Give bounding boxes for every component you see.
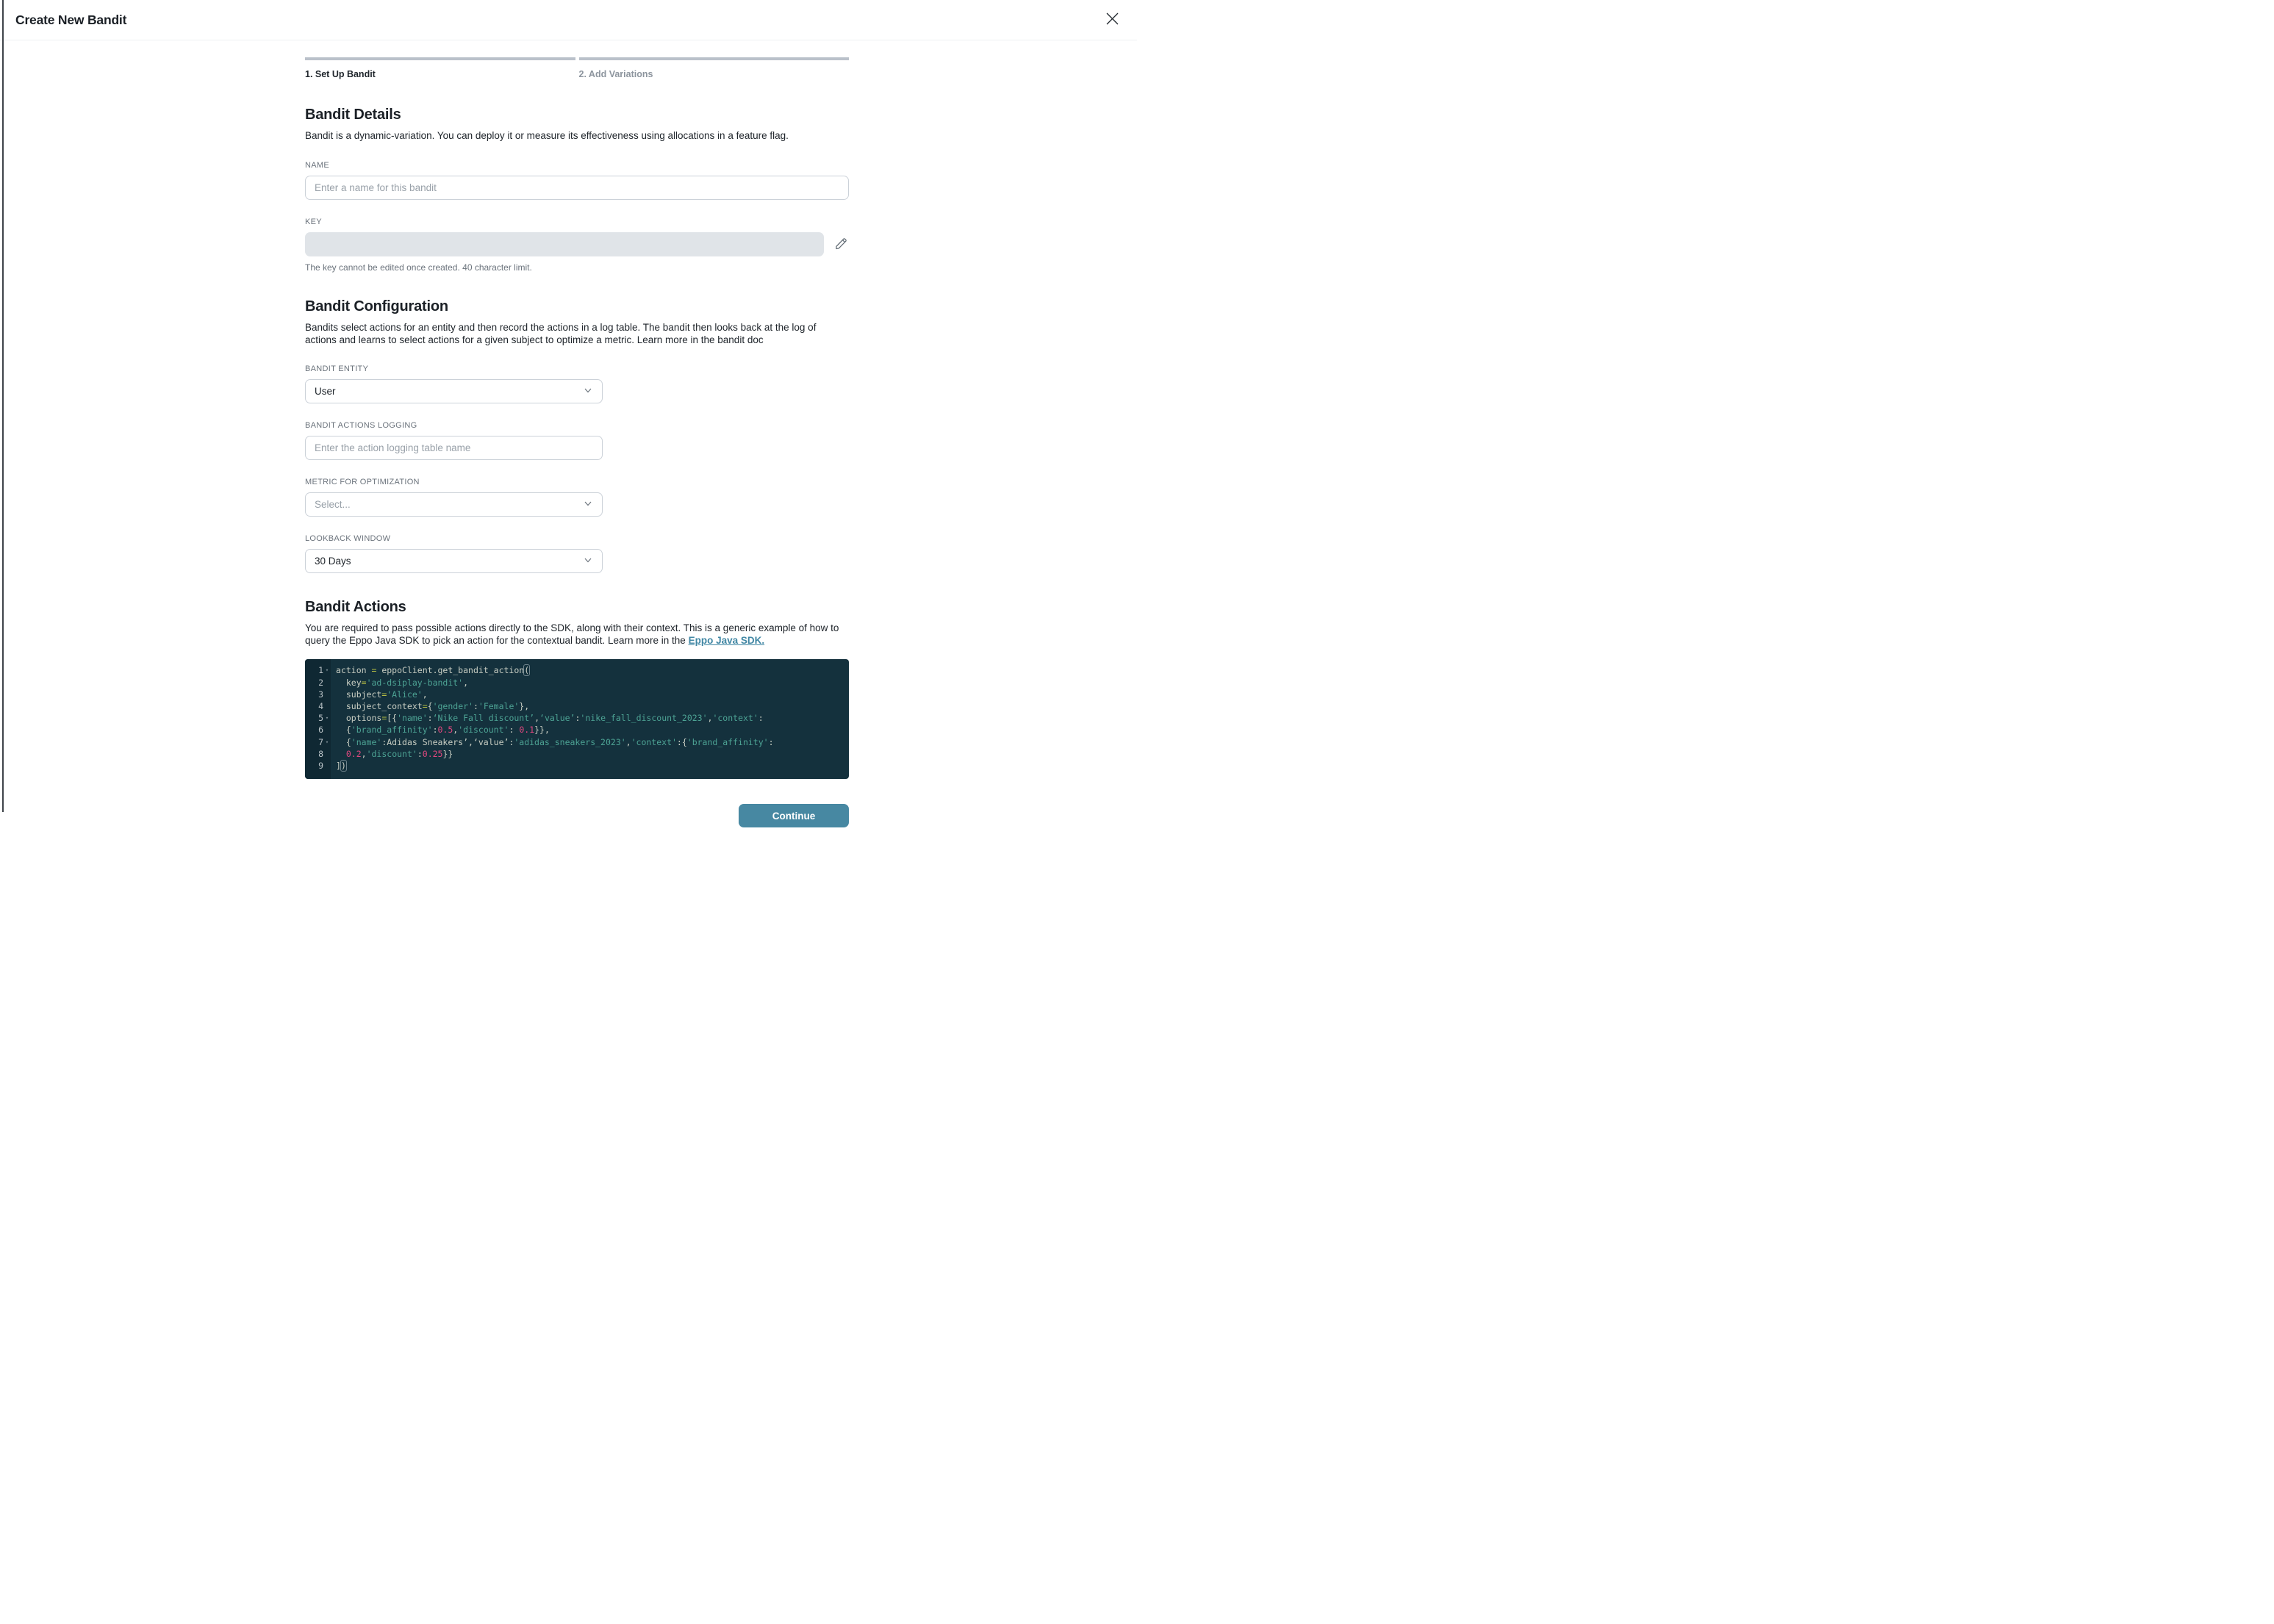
- modal-footer: [305, 804, 849, 827]
- key-input: [305, 232, 824, 256]
- edit-key-button[interactable]: [833, 236, 849, 254]
- modal-header: [0, 0, 1137, 40]
- lookback-field-group: [305, 534, 849, 573]
- eppo-java-sdk-link[interactable]: Eppo Java SDK.: [688, 634, 765, 646]
- modal-body: [305, 57, 849, 779]
- metric-field-group: [305, 478, 849, 517]
- page-edge-divider: [2, 0, 4, 812]
- key-label: KEY: [305, 218, 322, 227]
- section-heading: Bandit Details: [305, 107, 401, 123]
- section-heading: Bandit Configuration: [305, 298, 448, 315]
- selected-value: 30 Days: [315, 556, 351, 567]
- step-progress-bar: [579, 57, 850, 60]
- code-editor: [305, 659, 849, 779]
- step-progress-bar: [305, 57, 575, 60]
- lookback-select[interactable]: [305, 549, 603, 573]
- close-icon: [1105, 12, 1119, 28]
- close-button[interactable]: [1102, 10, 1122, 30]
- section-heading: Bandit Actions: [305, 599, 406, 616]
- name-field-group: [305, 161, 849, 200]
- bandit-configuration-section: [305, 298, 849, 573]
- wizard-steps: [305, 57, 849, 79]
- bandit-details-section: [305, 107, 849, 273]
- selected-value: User: [315, 386, 336, 398]
- actions-logging-input[interactable]: [305, 436, 603, 460]
- code-gutter: 1 ▾ 2 3 4 5 ▾ 6 7 ▾ 8 9: [305, 659, 331, 779]
- key-field-group: [305, 218, 849, 273]
- select-placeholder: Select...: [315, 499, 351, 511]
- section-description: Bandit is a dynamic-variation. You can deploy it or measure its effectiveness using allocations in a feature flag.: [305, 130, 789, 141]
- bandit-actions-section: [305, 599, 849, 779]
- page-title: Create New Bandit: [15, 12, 127, 27]
- key-help-text: The key cannot be edited once created. 40 character limit.: [305, 262, 532, 273]
- step-label: 2. Add Variations: [578, 69, 653, 79]
- pencil-icon: [833, 236, 849, 254]
- name-input[interactable]: [305, 176, 849, 200]
- continue-button[interactable]: Continue: [739, 804, 849, 827]
- actions-logging-field-group: [305, 421, 849, 460]
- metric-label: METRIC FOR OPTIMIZATION: [305, 478, 420, 487]
- bandit-entity-field-group: [305, 364, 849, 403]
- step-add-variations: [579, 57, 850, 79]
- lookback-label: LOOKBACK WINDOW: [305, 534, 391, 544]
- step-setup-bandit: [305, 57, 575, 79]
- bandit-entity-select[interactable]: [305, 379, 603, 403]
- name-label: NAME: [305, 161, 329, 170]
- chevron-down-icon: [583, 385, 593, 398]
- bandit-entity-label: BANDIT ENTITY: [305, 364, 369, 374]
- chevron-down-icon: [583, 498, 593, 511]
- step-label: 1. Set Up Bandit: [305, 69, 376, 79]
- section-description: You are required to pass possible actions directly to the SDK, along with their context. This is a generic example of how to query the Eppo Java SDK to pick an action for the contextual bandit. Learn more in the Eppo Java SDK.: [305, 622, 839, 646]
- code-lines: action = eppoClient.get_bandit_action( key='ad-dsiplay-bandit', subject='Alice', subject_context={'gender':'Female'}, options=[{'name':‘Nike Fall discount’,‘value’:'nike_fall_discount_2023','context': {'brand_affinity':0.5,'discount': 0.1}}, {'name':Adidas Sneakers’,‘value’:'adidas_sneakers_2023','context':{'brand_affinity': 0.2,'discount':0.25}} ]): [336, 665, 774, 771]
- actions-logging-label: BANDIT ACTIONS LOGGING: [305, 421, 417, 431]
- chevron-down-icon: [583, 555, 593, 567]
- section-description: Bandits select actions for an entity and then record the actions in a log table. The bandit then looks back at the log of actions and learns to select actions for a given subject to optimize a metric. Learn more in the bandit doc: [305, 322, 817, 345]
- metric-select[interactable]: [305, 492, 603, 517]
